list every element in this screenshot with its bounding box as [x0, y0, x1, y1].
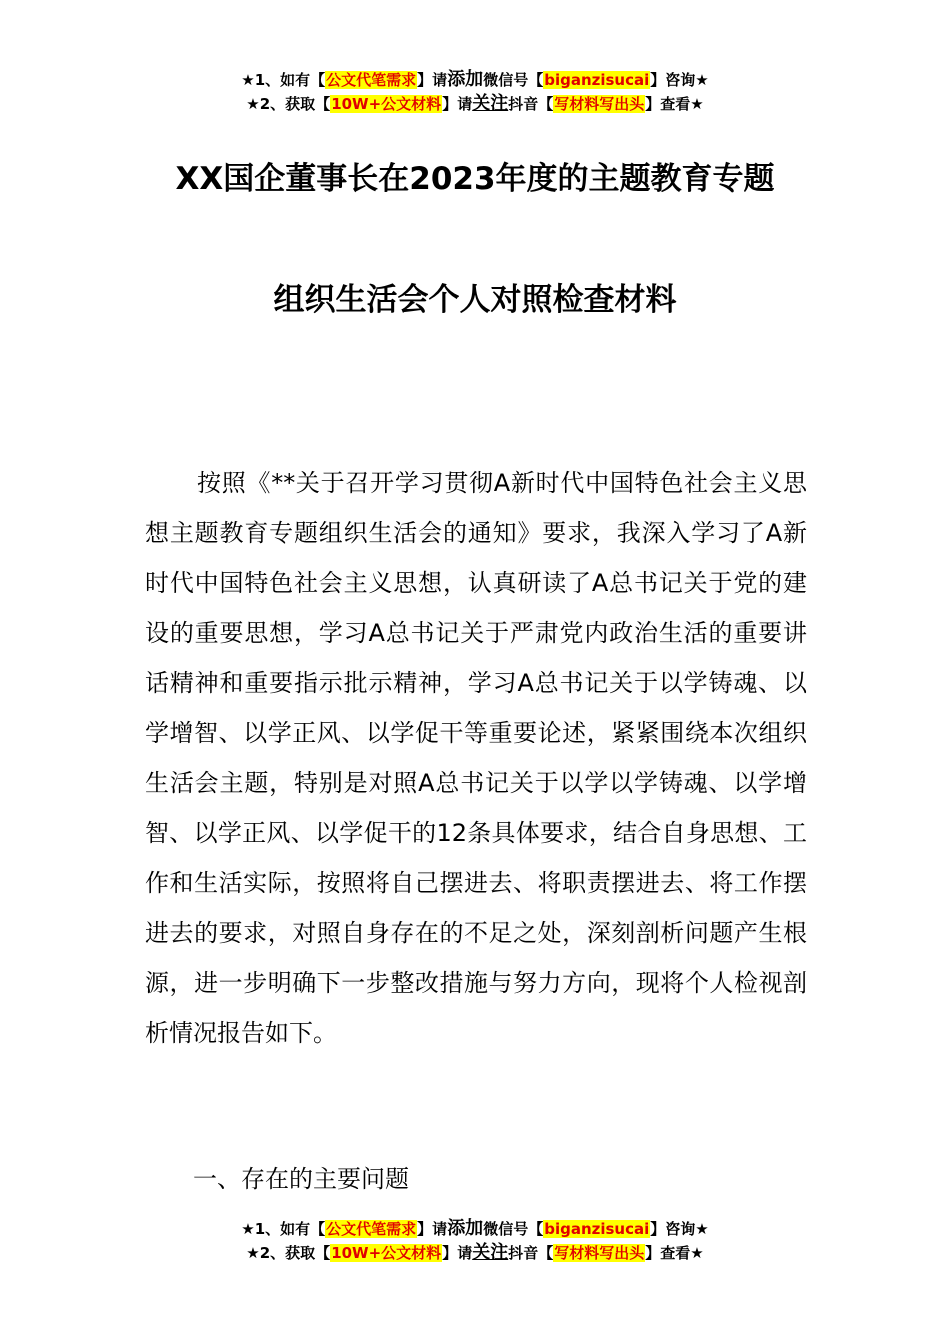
banner-line-2 — [0, 92, 950, 116]
highlight-douyin-account: 写材料写出头 — [554, 95, 645, 113]
highlight-ghostwriting: 公文代笔需求 — [326, 1220, 417, 1238]
banner-text: 】查看★ — [645, 95, 704, 113]
banner-text: ★2、获取【 — [246, 1244, 331, 1262]
banner-text: 】请 — [417, 71, 448, 89]
banner-emphasis: 关注 — [472, 93, 509, 114]
highlight-ghostwriting: 公文代笔需求 — [326, 71, 417, 89]
banner-text: 】请 — [442, 95, 473, 113]
banner-emphasis: 添加 — [447, 69, 484, 90]
banner-text: 】请 — [442, 1244, 473, 1262]
banner-text: 微信号【 — [483, 1220, 544, 1238]
banner-text: 】请 — [417, 1220, 448, 1238]
highlight-materials: 10W+公文材料 — [331, 95, 442, 113]
header-banner — [0, 68, 950, 116]
banner-text: ★1、如有【 — [241, 1220, 326, 1238]
highlight-douyin-account: 写材料写出头 — [554, 1244, 645, 1262]
banner-emphasis: 关注 — [472, 1242, 509, 1263]
footer-banner — [0, 1217, 950, 1265]
highlight-wechat-id: biganzisucai — [544, 1220, 650, 1238]
document-title-line-2: 组织生活会个人对照检查材料 — [273, 282, 677, 318]
banner-text: 抖音【 — [508, 1244, 554, 1262]
banner-text: 】查看★ — [645, 1244, 704, 1262]
body-paragraph: 按照《**关于召开学习贯彻A新时代中国特色社会主义思想主题教育专题组织生活会的通知》要求，我深入学习了A新时代中国特色社会主义思想，认真研读了A总书记关于党的建设的重要思想，学习A总书记关于严肃党内政治生活的重要讲话精神和重要指示批示精神，学习A总书记关于以学铸魂、以学增智、以学正风、以学促干等重要论述，紧紧围绕本次组织生活会主题，特别是对照A总书记关于以学以学铸魂、以学增智、以学正风、以学促干的12条具体要求，结合自身思想、工作和生活实际，按照将自己摆进去、将职责摆进去、将工作摆进去的要求，对照自身存在的不足之处，深刻剖析问题产生根源，进一步明确下一步整改措施与努力方向，现将个人检视剖析情况报告如下。 — [145, 469, 807, 1047]
banner-text: ★2、获取【 — [246, 95, 331, 113]
highlight-wechat-id: biganzisucai — [544, 71, 650, 89]
banner-emphasis: 添加 — [447, 1218, 484, 1239]
banner-text: 抖音【 — [508, 95, 554, 113]
highlight-materials: 10W+公文材料 — [331, 1244, 442, 1262]
banner-line-1 — [0, 1217, 950, 1241]
banner-text: ★1、如有【 — [241, 71, 326, 89]
banner-text: 】咨询★ — [650, 71, 709, 89]
document-title-line-1: XX国企董事长在2023年度的主题教育专题 — [175, 161, 775, 197]
banner-text: 微信号【 — [483, 71, 544, 89]
banner-line-2 — [0, 1241, 950, 1265]
section-heading: 一、存在的主要问题 — [193, 1165, 409, 1193]
banner-line-1 — [0, 68, 950, 92]
banner-text: 】咨询★ — [650, 1220, 709, 1238]
